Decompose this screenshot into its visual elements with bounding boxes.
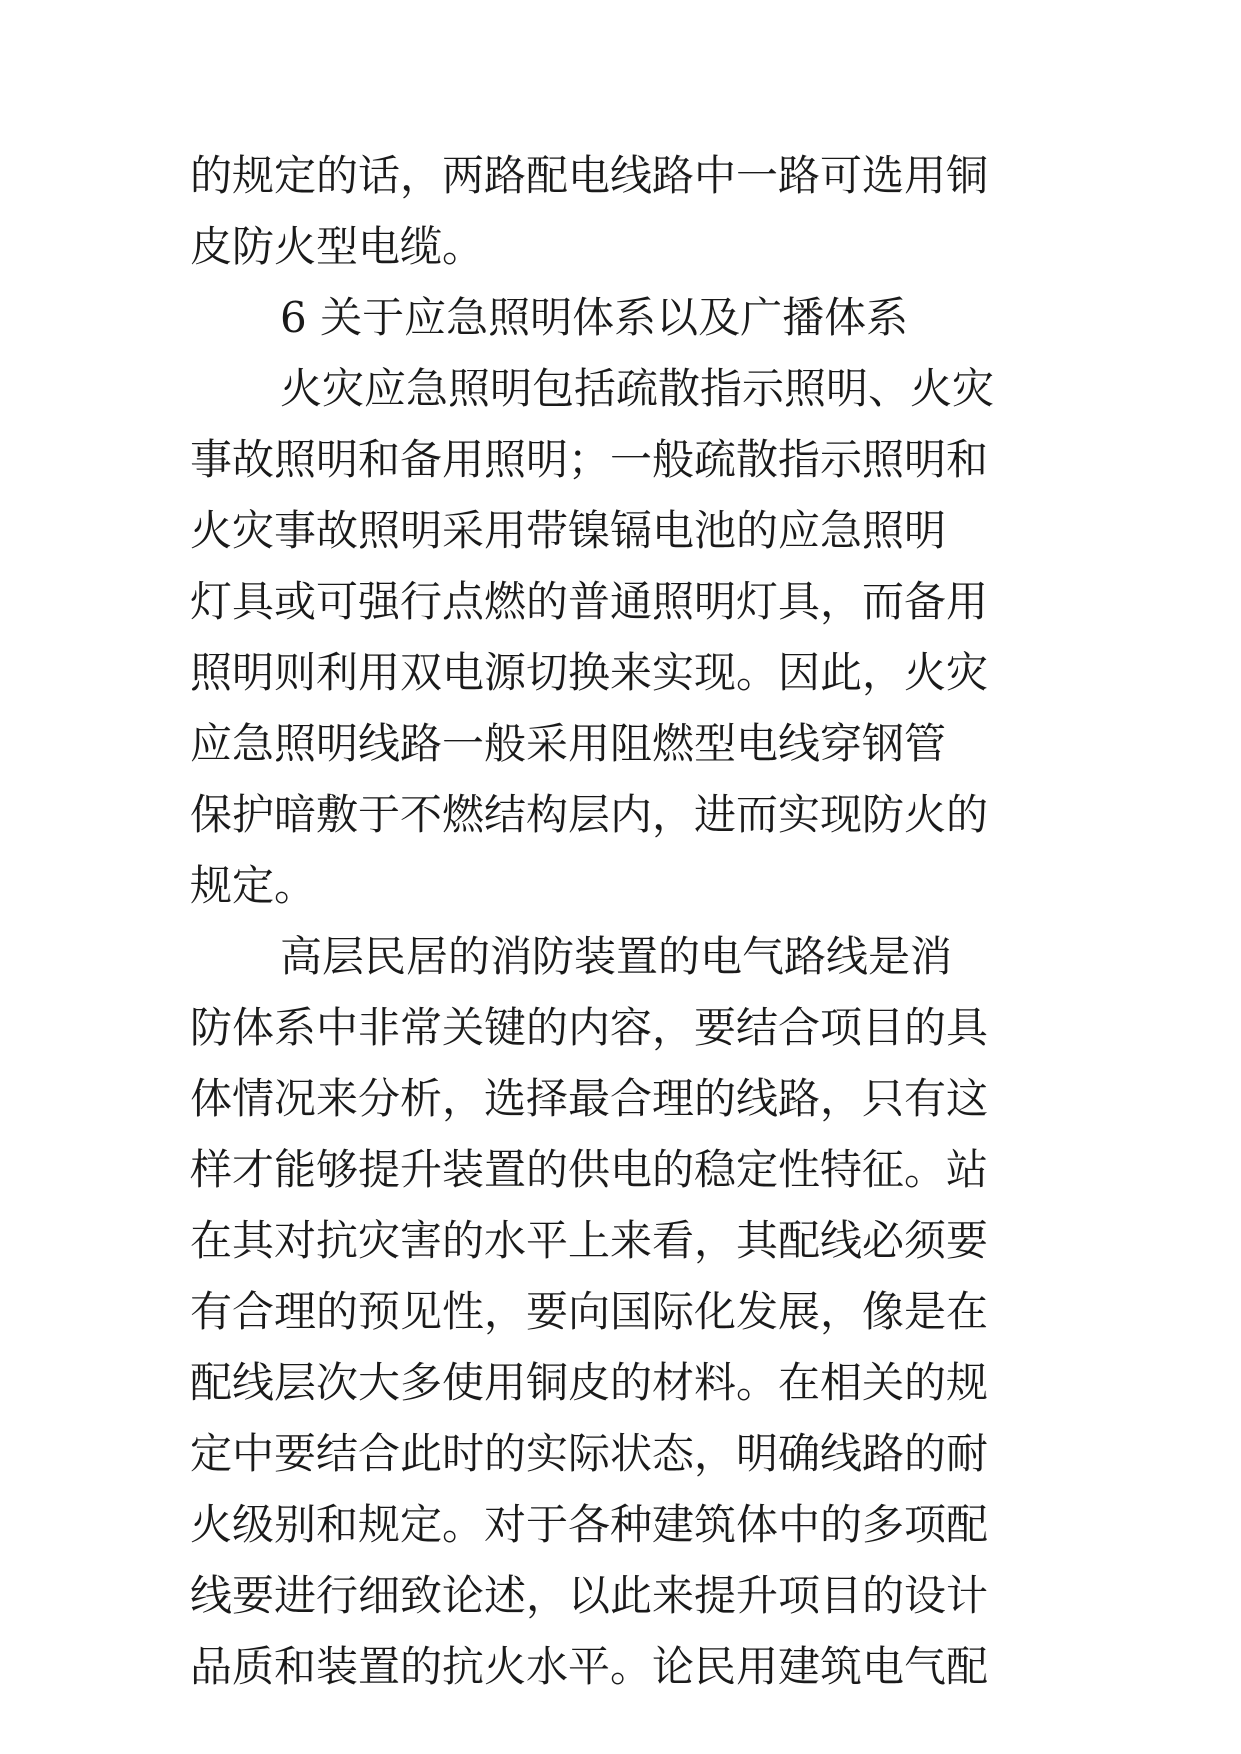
text-line: 在其对抗灾害的水平上来看，其配线必须要 [190,1216,989,1265]
text-line: 样才能够提升装置的供电的稳定性特征。站 [190,1145,989,1194]
document-body [190,140,1050,1702]
text-line: 保护暗敷于不燃结构层内，进而实现防火的 [190,790,989,839]
text-line: 应急照明线路一般采用阻燃型电线穿钢管 [190,719,947,768]
text-line: 火级别和规定。对于各种建筑体中的多项配 [190,1500,989,1549]
text-line: 照明则利用双电源切换来实现。因此，火灾 [190,648,989,697]
text-line: 线要进行细致论述，以此来提升项目的设计 [190,1571,989,1620]
text-line: 皮防火型电缆。 [190,222,485,271]
text-line: 有合理的预见性，要向国际化发展，像是在 [190,1287,989,1336]
text-line: 火灾事故照明采用带镍镉电池的应急照明 [190,506,947,555]
section-heading: 6 关于应急照明体系以及广播体系 [280,293,909,342]
text-line: 规定。 [190,861,317,910]
text-line: 防体系中非常关键的内容，要结合项目的具 [190,1003,989,1052]
paragraph-start: 火灾应急照明包括疏散指示照明、火灾 [280,364,995,413]
text-line: 配线层次大多使用铜皮的材料。在相关的规 [190,1358,989,1407]
paragraph-start: 高层民居的消防装置的电气路线是消 [280,932,953,981]
text-line: 品质和装置的抗火水平。论民用建筑电气配 [190,1642,989,1691]
text-line: 定中要结合此时的实际状态，明确线路的耐 [190,1429,989,1478]
text-line: 事故照明和备用照明；一般疏散指示照明和 [190,435,989,484]
text-line: 体情况来分析，选择最合理的线路，只有这 [190,1074,989,1123]
text-line: 的规定的话，两路配电线路中一路可选用铜 [190,151,989,200]
text-line: 灯具或可强行点燃的普通照明灯具，而备用 [190,577,989,626]
